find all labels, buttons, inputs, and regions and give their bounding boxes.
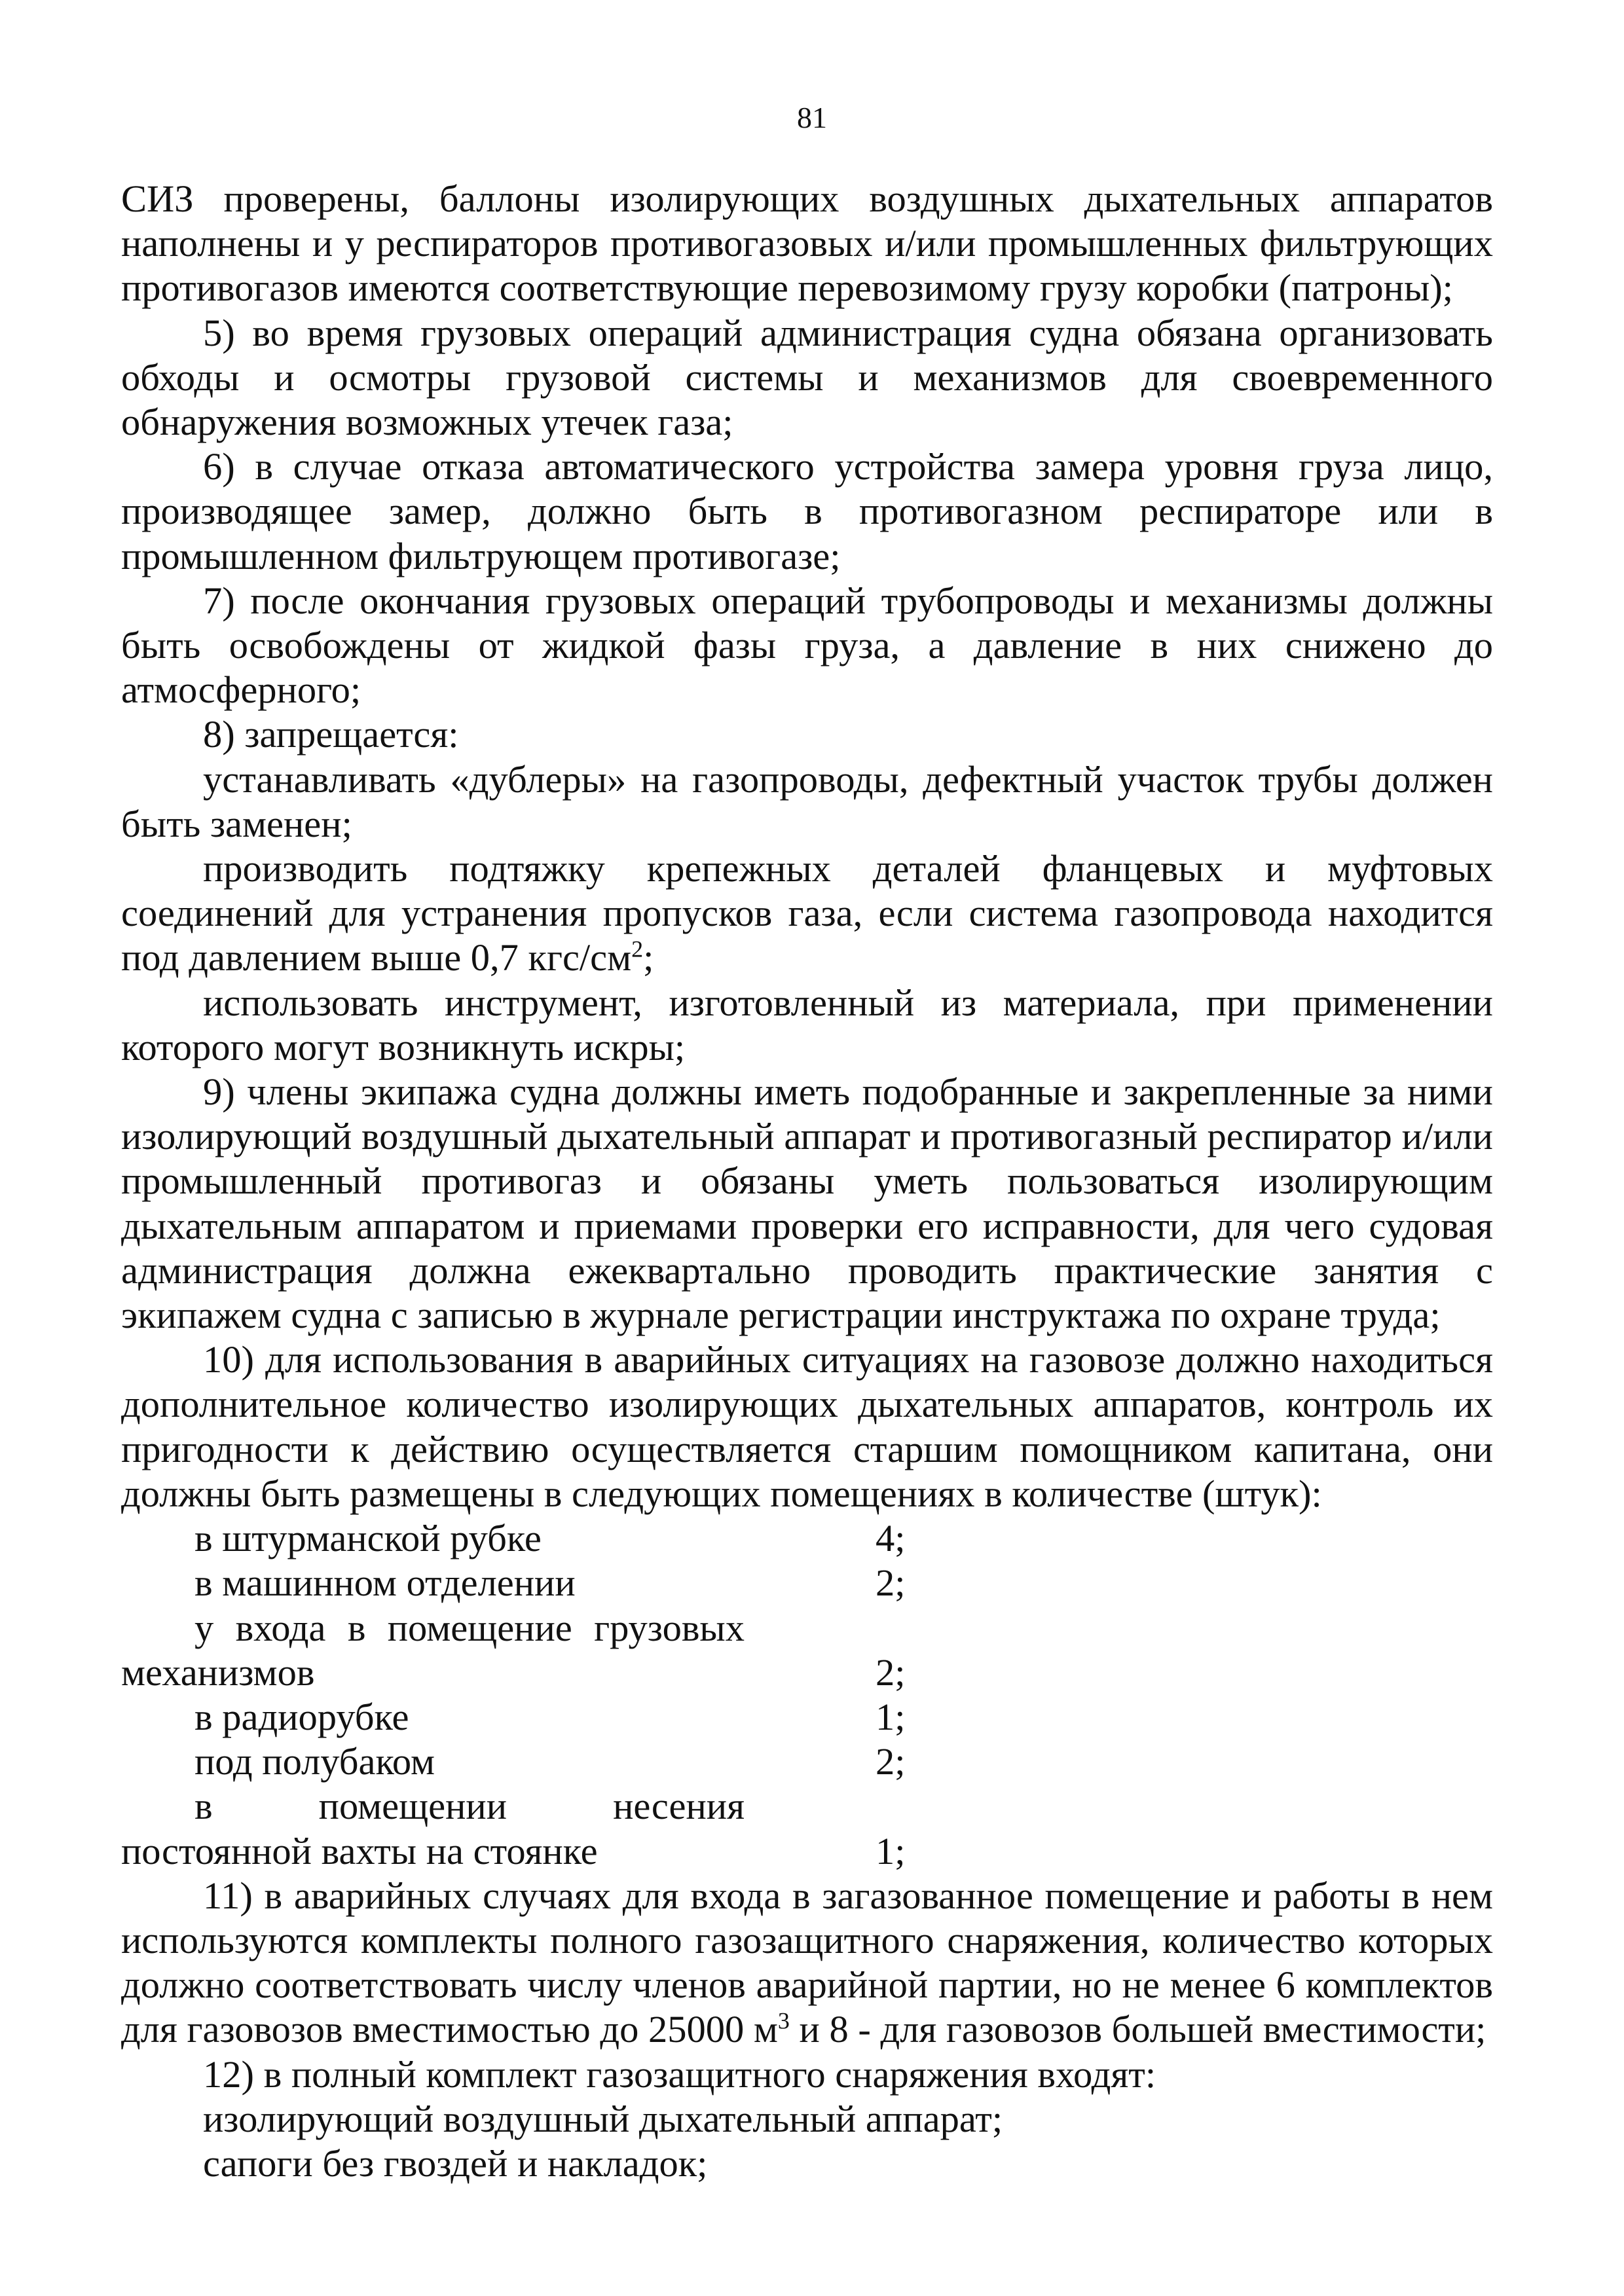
placement-qty: 1;: [876, 1829, 906, 1872]
placement-row: [121, 1606, 906, 1695]
placement-name-line1: в помещении несения: [194, 1785, 745, 1828]
page-number: 81: [797, 101, 827, 134]
placement-name: в штурманской рубке: [194, 1517, 542, 1560]
placement-name: в радиорубке: [194, 1695, 409, 1738]
placement-name-line2: механизмов: [121, 1650, 315, 1694]
paragraph-p7: 7) после окончания грузовых операций трубопроводы и механизмы должны быть освобождены от жидкой фазы груза, а давление в них снижено до атмосферного;: [121, 579, 1493, 712]
paragraph-p0: СИЗ проверены, баллоны изолирующих воздушных дыхательных аппаратов наполнены и у респираторов противогазовых и/или промышленных фильтрующих противогазов имеются соответствующие перевозимому грузу коробки (патроны);: [121, 177, 1493, 310]
placement-row: [121, 1695, 906, 1740]
paragraph-p12: 12) в полный комплект газозащитного снаряжения входят:: [203, 2052, 1156, 2096]
placement-qty: 4;: [876, 1517, 906, 1560]
paragraph-p10: 10) для использования в аварийных ситуациях на газовозе должно находиться дополнительное количество изолирующих дыхательных аппаратов, контроль их пригодности к действию осуществляется старшим помощником капитана, они должны быть размещены в следующих помещениях в количестве (штук):: [121, 1338, 1493, 1515]
paragraph-p8c: использовать инструмент, изготовленный из материала, при применении которого могут возникнуть искры;: [121, 981, 1493, 1068]
paragraph-group-top: [121, 177, 1493, 847]
placement-row: [121, 1561, 906, 1605]
paragraph-p5: 5) во время грузовых операций администрация судна обязана организовать обходы и осмотры грузовой системы и механизмов для своевременного обнаружения возможных утечек газа;: [121, 311, 1493, 444]
placement-row: [121, 1516, 906, 1561]
paragraph-11: 11) в аварийных случаях для входа в загазованное помещение и работы в нем используются комплекты полного газозащитного снаряжения, количество которых должно соответствовать числу членов аварийной партии, но не менее 6 комплектов для газовозов вместимостью до 25000 $м^3$ и 8 - для газовозов большей вместимости;: [121, 1874, 1493, 2051]
placement-row: [121, 1740, 906, 1784]
placement-table: [121, 1516, 906, 1874]
paragraph-p6: 6) в случае отказа автоматического устройства замера уровня груза лицо, производящее замер, должно быть в противогазном респираторе или в промышленном фильтрующем противогазе;: [121, 445, 1493, 577]
paragraph-p12b: сапоги без гвоздей и накладок;: [203, 2141, 708, 2185]
document-body: [121, 177, 1493, 2186]
paragraph-p12a: изолирующий воздушный дыхательный аппарат;: [203, 2097, 1003, 2140]
paragraph-p8: 8) запрещается:: [203, 713, 459, 756]
paragraph-8b: производить подтяжку крепежных деталей фланцевых и муфтовых соединений для устранения пропусков газа, если система газопровода находится под давлением выше 0,7 кгс/$см^2$;: [121, 847, 1493, 979]
placement-qty: 1;: [876, 1695, 906, 1738]
placement-qty: 2;: [876, 1561, 906, 1605]
paragraph-p8a: устанавливать «дублеры» на газопроводы, дефектный участок трубы должен быть заменен;: [121, 757, 1493, 845]
placement-name-line2: постоянной вахты на стоянке: [121, 1829, 598, 1872]
placement-name: под полубаком: [194, 1740, 435, 1783]
placement-qty: 2;: [876, 1740, 906, 1783]
placement-row: [121, 1784, 906, 1873]
placement-name: в машинном отделении: [194, 1561, 576, 1605]
paragraph-p9: 9) члены экипажа судна должны иметь подобранные и закрепленные за ними изолирующий воздушный дыхательный аппарат и противогазный респиратор и/или промышленный противогаз и обязаны уметь пользоваться изолирующим дыхательным аппаратом и приемами проверки его исправности, для чего судовая администрация должна ежеквартально проводить практические занятия с экипажем судна с записью в журнале регистрации инструктажа по охране труда;: [121, 1070, 1493, 1337]
paragraph-group-bottom: [121, 2052, 1493, 2187]
paragraph-group-mid: [121, 981, 1493, 1516]
placement-qty: 2;: [876, 1650, 906, 1694]
placement-name-line1: у входа в помещение грузовых: [194, 1606, 745, 1649]
